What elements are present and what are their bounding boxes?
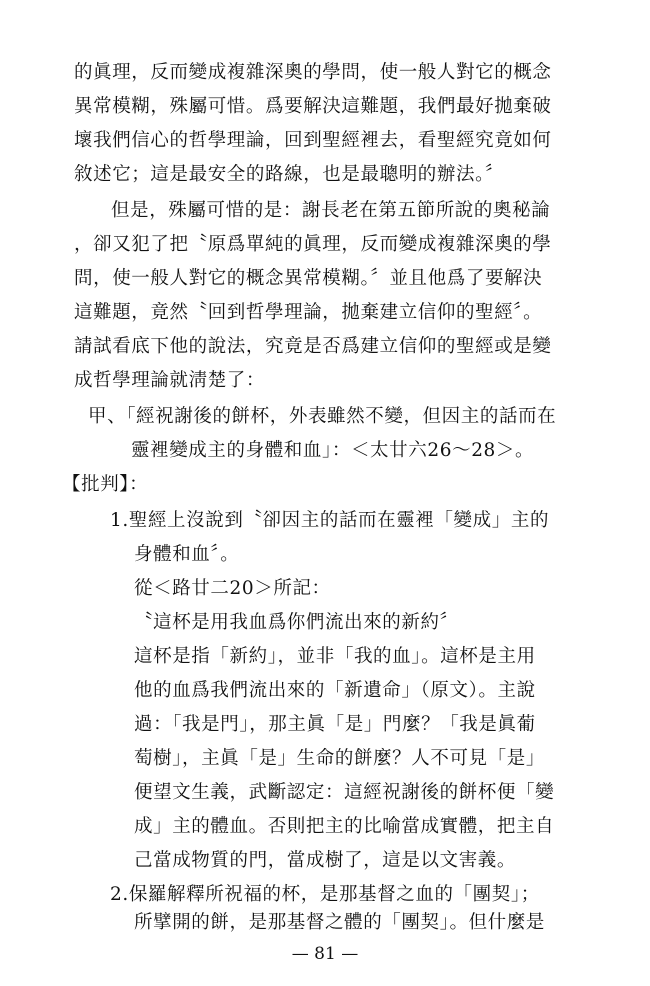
text-line-5: 但是，殊屬可惜的是：謝長老在第五節所說的奧秘論	[111, 200, 551, 221]
text-line-7: 問，使一般人對它的概念異常模糊。〞並且他爲了要解決	[74, 268, 543, 289]
text-line-26: 所擘開的餅，是那基督之體的「團契」。但什麼是	[134, 912, 545, 933]
text-line-2: 異常模糊，殊屬可惜。爲要解決這難題，我們最好拋棄破	[74, 96, 552, 117]
text-line-4: 敘述它；這是最安全的路線，也是最聰明的辦法。〞	[74, 164, 505, 185]
text-line-17: 〝這杯是用我血爲你們流出來的新約〞	[134, 612, 459, 633]
text-line-12: 靈裡變成主的身體和血」：＜太廿六26～28＞。	[131, 440, 535, 461]
text-line-3: 壞我們信心的哲學理論，回到聖經裡去，看聖經究竟如何	[74, 130, 552, 151]
text-line-25: 2.保羅解釋所祝福的杯，是那基督之血的「團契」；	[110, 884, 540, 905]
page-number: — 81 —	[291, 944, 359, 964]
text-line-13: 【批判】：	[62, 474, 149, 495]
text-line-6: ，卻又犯了把〝原爲單純的眞理，反而變成複雜深奧的學	[74, 234, 552, 255]
text-line-1: 的眞理，反而變成複雜深奧的學問，使一般人對它的概念	[74, 62, 552, 83]
text-line-14: 1.聖經上沒說到〝卻因主的話而在靈裡「變成」主的	[110, 510, 550, 531]
text-line-8: 這難題，竟然〝回到哲學理論，拋棄建立信仰的聖經〞。	[74, 302, 543, 323]
text-line-10: 成哲學理論就淸楚了：	[74, 370, 266, 391]
text-line-11: 甲、「經祝謝後的餅杯，外表雖然不變，但因主的話而在	[88, 406, 557, 427]
text-line-21: 萄樹」，主眞「是」生命的餅麼？人不可見「是」	[134, 748, 545, 769]
text-line-22: 便望文生義，武斷認定：這經祝謝後的餅杯便「變	[134, 782, 555, 803]
text-line-19: 他的血爲我們流出來的「新遺命」（原文）。主說	[134, 680, 536, 701]
text-line-23: 成」主的體血。否則把主的比喻當成實體，把主自	[134, 816, 555, 837]
text-line-20: 過：「我是門」，那主眞「是」門麼？「我是眞葡	[134, 714, 536, 735]
text-line-16: 從＜路廿二20＞所記：	[134, 578, 331, 599]
text-line-24: 己當成物質的門，當成樹了，這是以文害義。	[134, 850, 517, 871]
text-line-18: 這杯是指「新約」，並非「我的血」。這杯是主用	[134, 646, 536, 667]
text-line-9: 請試看底下他的說法，究竟是否爲建立信仰的聖經或是變	[74, 336, 552, 357]
text-line-15: 身體和血〞。	[134, 544, 240, 565]
